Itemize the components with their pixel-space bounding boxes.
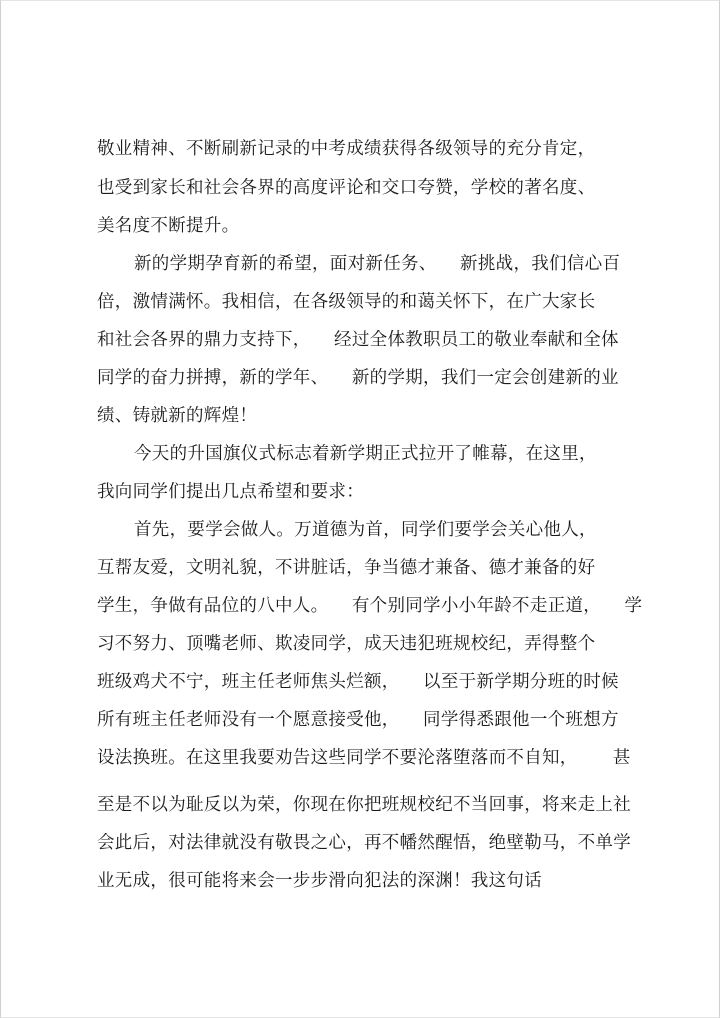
text-line: 至是不以为耻反以为荣，你现在你把班规校纪不当回事，将来走上社 xyxy=(97,795,631,815)
text-line: 新的学期孕育新的希望，面对新任务、 新挑战，我们信心百 xyxy=(134,254,621,274)
text-line: 今天的升国旗仪式标志着新学期正式拉开了帷幕，在这里， xyxy=(134,444,597,464)
text-line: 会此后，对法律就没有敬畏之心，再不幡然醒悟，绝壁勒马，不单学 xyxy=(97,833,631,853)
text-line: 美名度不断提升。 xyxy=(97,216,240,236)
text-line: 我向同学们提出几点希望和要求： xyxy=(97,482,364,502)
text-line: 业无成，很可能将来会一步步滑向犯法的深渊！我这句话 xyxy=(97,871,542,891)
text-line: 倍，激情满怀。我相信，在各级领导的和蔼关怀下，在广大家长 xyxy=(97,292,596,312)
text-line: 敬业精神、不断刷新记录的中考成绩获得各级领导的充分肯定， xyxy=(97,139,596,159)
text-line: 绩、铸就新的辉煌！ xyxy=(97,406,258,426)
text-line: 所有班主任老师没有一个愿意接受他， 同学得悉跟他一个班想方 xyxy=(97,710,619,730)
text-line: 和社会各界的鼎力支持下， 经过全体教职员工的敬业奉献和全体 xyxy=(97,330,619,350)
text-line: 首先，要学会做人。万道德为首，同学们要学会关心他人， xyxy=(134,520,597,540)
text-line: 同学的奋力拼搏，新的学年、 新的学期，我们一定会创建新的业 xyxy=(97,368,619,388)
text-line: 学生，争做有品位的八中人。 有个别同学小小年龄不走正道， 学 xyxy=(97,596,643,616)
text-line: 设法换班。在这里我要劝告这些同学不要沦落堕落而不自知， 甚 xyxy=(97,748,631,768)
text-line: 习不努力、顶嘴老师、欺凌同学，成天违犯班规校纪，弄得整个 xyxy=(97,634,596,654)
text-line: 互帮友爱，文明礼貌，不讲脏话，争当德才兼备、德才兼备的好 xyxy=(97,558,596,578)
text-line: 也受到家长和社会各界的高度评论和交口夸赞，学校的著名度、 xyxy=(97,178,596,198)
text-line: 班级鸡犬不宁，班主任老师焦头烂额， 以至于新学期分班的时候 xyxy=(97,672,619,692)
